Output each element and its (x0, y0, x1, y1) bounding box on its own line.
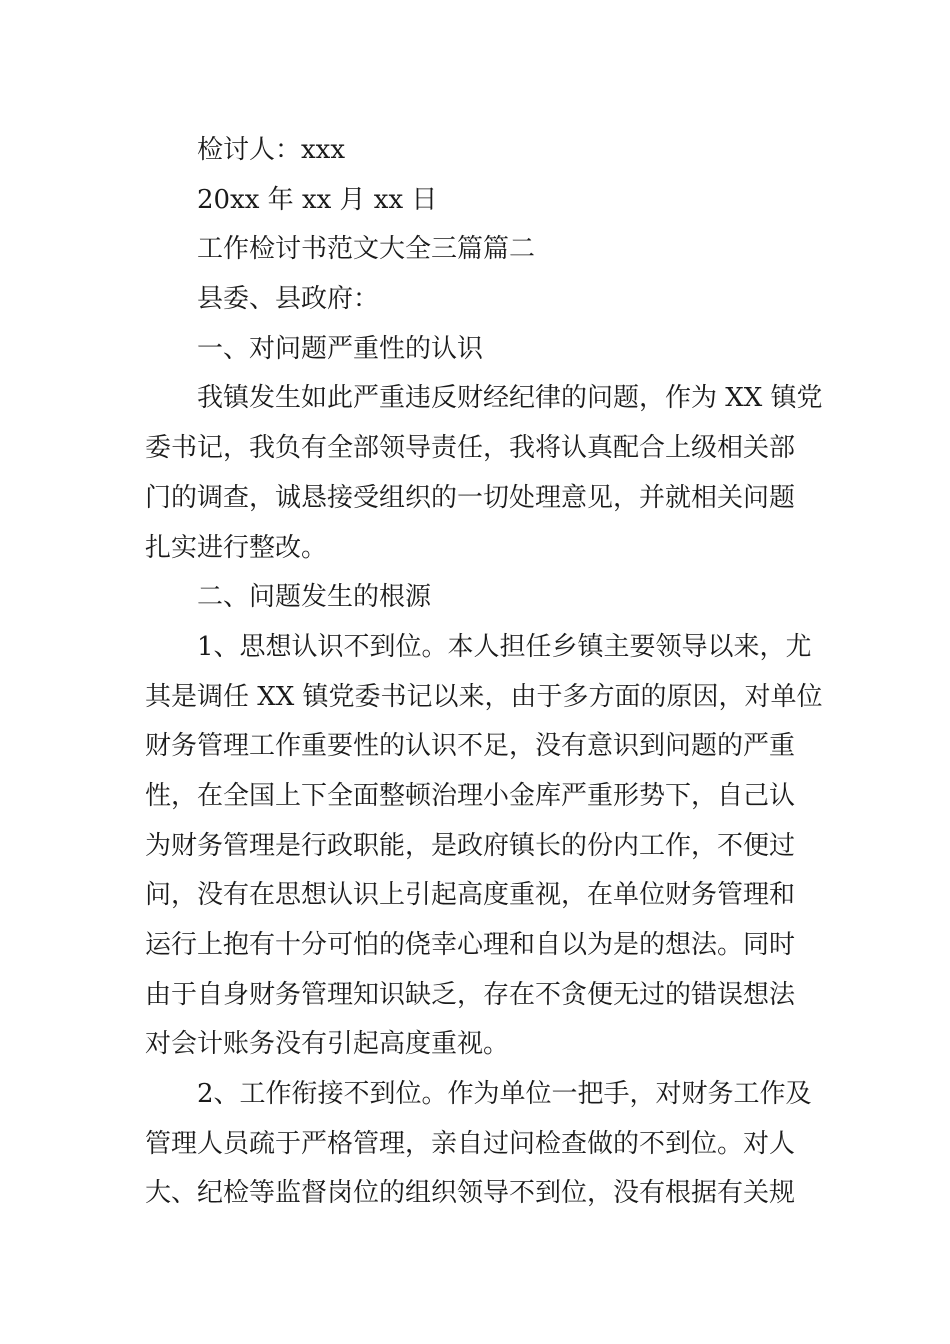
paragraph-line: 性，在全国上下全面整顿治理小金库严重形势下，自己认 (145, 780, 796, 811)
paragraph-line: 委书记，我负有全部领导责任，我将认真配合上级相关部 (145, 433, 796, 464)
heading-1: 一、对问题严重性的认识 (197, 333, 484, 364)
date-line: 20xx 年 xx 月 xx 日 (197, 184, 438, 215)
paragraph-line: 问，没有在思想认识上引起高度重视，在单位财务管理和 (145, 880, 796, 911)
paragraph-line: 扎实进行整改。 (145, 532, 328, 563)
paragraph-line: 2、工作衔接不到位。作为单位一把手，对财务工作及 (197, 1079, 812, 1110)
paragraph-line: 门的调查，诚恳接受组织的一切处理意见，并就相关问题 (145, 482, 796, 513)
paragraph-line: 为财务管理是行政职能，是政府镇长的份内工作，不便过 (145, 830, 796, 861)
paragraph-line: 大、纪检等监督岗位的组织领导不到位，没有根据有关规 (145, 1178, 796, 1209)
document-body (145, 126, 823, 1219)
paragraph-line: 1、思想认识不到位。本人担任乡镇主要领导以来，尤 (197, 631, 812, 662)
paragraph-line: 对会计账务没有引起高度重视。 (145, 1029, 510, 1060)
paragraph-line: 运行上抱有十分可怕的侥幸心理和自以为是的想法。同时 (145, 930, 796, 960)
paragraph-line: 财务管理工作重要性的认识不足，没有意识到问题的严重 (145, 731, 796, 762)
paragraph-line: 我镇发生如此严重违反财经纪律的问题，作为 XX 镇党 (197, 383, 823, 414)
section-title: 工作检讨书范文大全三篇篇二 (197, 234, 536, 265)
paragraph-line: 其是调任 XX 镇党委书记以来，由于多方面的原因，对单位 (145, 681, 823, 712)
paragraph-line: 管理人员疏于严格管理，亲自过问检查做的不到位。对人 (145, 1128, 796, 1159)
addressee: 县委、县政府： (197, 284, 380, 315)
signer-line: 检讨人：xxx (197, 135, 345, 165)
heading-2: 二、问题发生的根源 (197, 582, 432, 613)
paragraph-line: 由于自身财务管理知识缺乏，存在不贪便无过的错误想法 (145, 979, 796, 1010)
